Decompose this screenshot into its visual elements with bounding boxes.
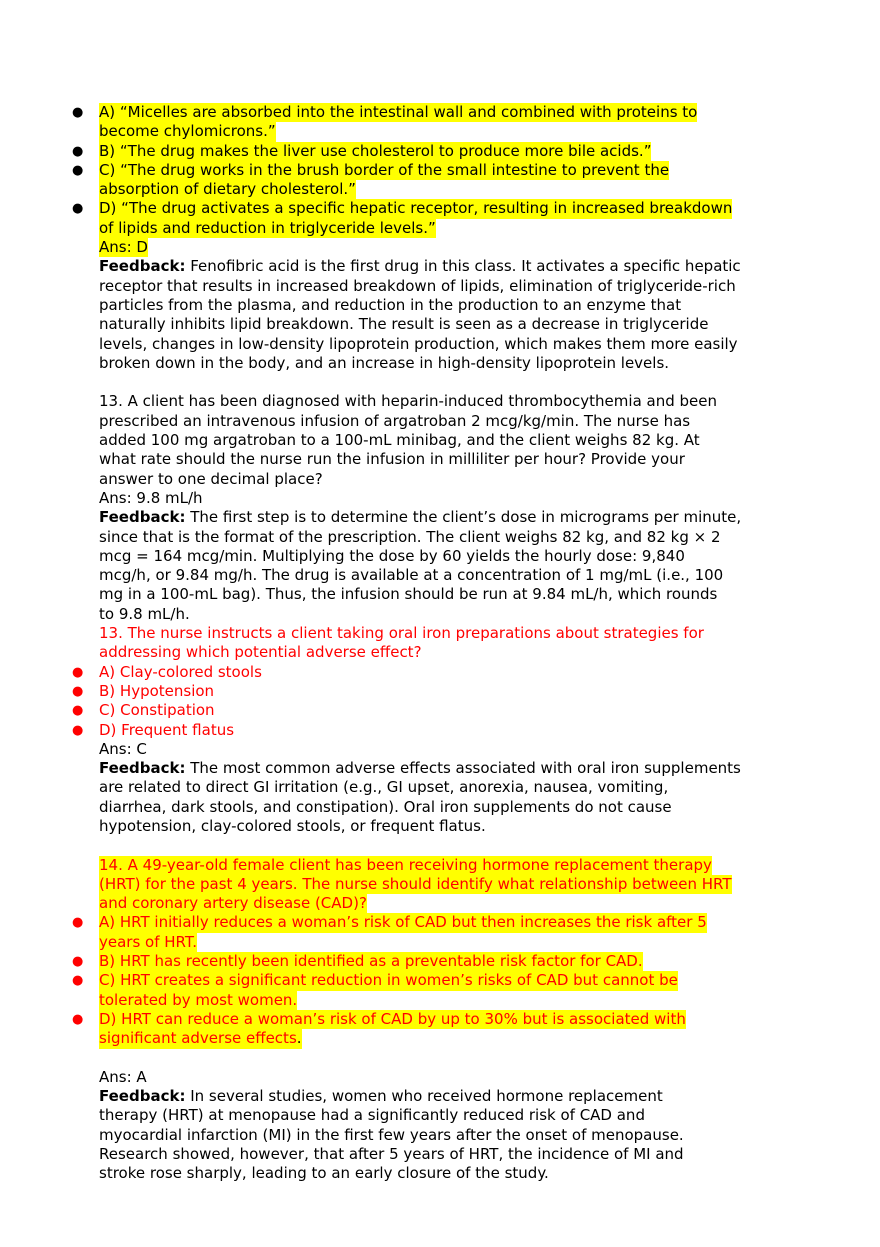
question-stem: addressing which potential adverse effect? <box>99 643 422 662</box>
option-text: absorption of dietary cholesterol.” <box>99 180 356 199</box>
feedback-text: The first step is to determine the client’s dose in micrograms per minute, <box>185 508 742 527</box>
feedback-text: myocardial infarction (MI) in the first few years after the onset of menopause. <box>99 1125 684 1144</box>
q12-options <box>0 103 880 257</box>
option-text: of lipids and reduction in triglyceride levels.” <box>99 218 436 237</box>
q13-option-c <box>0 701 880 720</box>
option-text: B) “The drug makes the liver use cholesterol to produce more bile acids.” <box>99 141 652 160</box>
q13-argatroban <box>0 392 880 624</box>
question-stem: what rate should the nurse run the infusion in milliliter per hour? Provide your <box>99 450 685 469</box>
question-stem: 14. A 49-year-old female client has been receiving hormone replacement therapy <box>99 855 712 874</box>
feedback-text: to 9.8 mL/h. <box>99 604 190 623</box>
feedback-text: levels, changes in low-density lipoprotein production, which makes them more easily <box>99 334 738 353</box>
option-text: become chylomicrons.” <box>99 122 276 141</box>
bullet-icon: ● <box>72 973 84 989</box>
bullet-icon: ● <box>72 1011 84 1027</box>
feedback-text: broken down in the body, and an increase in high-density lipoprotein levels. <box>99 353 670 372</box>
q13-option-d <box>0 721 880 740</box>
option-text: significant adverse effects <box>99 1029 297 1048</box>
question-stem: (HRT) for the past 4 years. The nurse should identify what relationship between HRT <box>99 874 732 893</box>
q13-option-a <box>0 663 880 682</box>
feedback-text: mcg/h, or 9.84 mg/h. The drug is available at a concentration of 1 mg/mL (i.e., 100 <box>99 566 724 585</box>
feedback-text: particles from the plasma, and reduction in the production to an enzyme that <box>99 295 682 314</box>
feedback-label: Feedback: <box>99 508 186 527</box>
period: . <box>296 1029 302 1048</box>
q13-option-b <box>0 682 880 701</box>
bullet-icon: ● <box>72 703 84 719</box>
feedback-text: Research showed, however, that after 5 years of HRT, the incidence of MI and <box>99 1145 684 1164</box>
feedback-label: Feedback: <box>99 759 186 778</box>
option-text: C) Constipation <box>99 701 215 720</box>
question-stem: added 100 mg argatroban to a 100-mL minibag, and the client weighs 82 kg. At <box>99 431 700 450</box>
q14-option-b <box>0 952 880 971</box>
feedback-text: therapy (HRT) at menopause had a significantly reduced risk of CAD and <box>99 1106 645 1125</box>
bullet-icon: ● <box>72 105 84 120</box>
option-text: C) HRT creates a significant reduction in women’s risks of CAD but cannot be <box>99 971 678 990</box>
question-stem: prescribed an intravenous infusion of argatroban 2 mcg/kg/min. The nurse has <box>99 411 691 430</box>
q14-option-d <box>0 1010 880 1029</box>
feedback-label: Feedback: <box>99 1087 186 1106</box>
q12-option-c <box>0 161 880 180</box>
feedback-text: Fenofibric acid is the first drug in this class. It activates a specific hepatic <box>185 257 741 276</box>
q13-iron <box>0 624 880 836</box>
bullet-icon: ● <box>72 683 84 699</box>
feedback-text: are related to direct GI irritation (e.g., GI upset, anorexia, nausea, vomiting, <box>99 778 669 797</box>
question-stem: answer to one decimal place? <box>99 469 323 488</box>
bullet-icon: ● <box>72 162 84 178</box>
option-text: D) “The drug activates a specific hepatic receptor, resulting in increased breakdown <box>99 199 733 218</box>
answer-text: Ans: 9.8 mL/h <box>99 488 203 507</box>
feedback-text: mcg = 164 mcg/min. Multiplying the dose by 60 yields the hourly dose: 9,840 <box>99 546 685 565</box>
question-stem: 13. A client has been diagnosed with heparin-induced thrombocythemia and been <box>99 392 718 411</box>
feedback-text: receptor that results in increased breakdown of lipids, elimination of triglyceride-rich <box>99 276 736 295</box>
feedback-text: diarrhea, dark stools, and constipation). Oral iron supplements do not cause <box>99 797 672 816</box>
option-text: B) HRT has recently been identified as a preventable risk factor for CAD. <box>99 952 643 971</box>
option-text: D) Frequent flatus <box>99 720 235 739</box>
option-text: A) “Micelles are absorbed into the intestinal wall and combined with proteins to <box>99 103 698 121</box>
q12-option-d <box>0 199 880 218</box>
feedback-text: since that is the format of the prescription. The client weighs 82 kg, and 82 kg × 2 <box>99 527 721 546</box>
bullet-icon: ● <box>72 915 84 931</box>
q14 <box>0 856 880 1184</box>
option-text: A) HRT initially reduces a woman’s risk of CAD but then increases the risk after 5 <box>99 913 707 932</box>
q12-option-b <box>0 142 880 161</box>
answer-text: Ans: A <box>99 1067 147 1086</box>
bullet-icon: ● <box>72 201 84 217</box>
option-text: years of HRT. <box>99 932 198 951</box>
bullet-icon: ● <box>72 143 84 159</box>
option-text: A) Clay-colored stools <box>99 662 262 681</box>
q12-option-a <box>0 103 880 122</box>
feedback-text: mg in a 100-mL bag). Thus, the infusion should be run at 9.84 mL/h, which rounds <box>99 585 718 604</box>
answer-text: Ans: D <box>99 238 148 257</box>
q12-feedback <box>0 257 880 373</box>
bullet-icon: ● <box>72 954 84 970</box>
feedback-label: Feedback: <box>99 257 186 276</box>
feedback-text: In several studies, women who received hormone replacement <box>185 1087 663 1106</box>
option-text: C) “The drug works in the brush border of the small intestine to prevent the <box>99 160 670 179</box>
option-text: tolerated by most women. <box>99 990 298 1009</box>
question-stem: and coronary artery disease (CAD)? <box>99 894 367 913</box>
option-text: D) HRT can reduce a woman’s risk of CAD by up to 30% but is associated with <box>99 1009 686 1028</box>
q14-option-c <box>0 971 880 990</box>
bullet-icon: ● <box>72 722 84 738</box>
bullet-icon: ● <box>72 664 84 680</box>
option-text: B) Hypotension <box>99 681 215 700</box>
feedback-text: The most common adverse effects associated with oral iron supplements <box>185 759 741 778</box>
document-page <box>0 103 880 1184</box>
answer-text: Ans: C <box>99 739 147 758</box>
feedback-text: hypotension, clay-colored stools, or frequent flatus. <box>99 816 486 835</box>
feedback-text: stroke rose sharply, leading to an early closure of the study. <box>99 1164 549 1183</box>
question-stem: 13. The nurse instructs a client taking oral iron preparations about strategies for <box>99 624 704 643</box>
q14-option-a <box>0 913 880 932</box>
feedback-text: naturally inhibits lipid breakdown. The result is seen as a decrease in triglyceride <box>99 315 709 334</box>
